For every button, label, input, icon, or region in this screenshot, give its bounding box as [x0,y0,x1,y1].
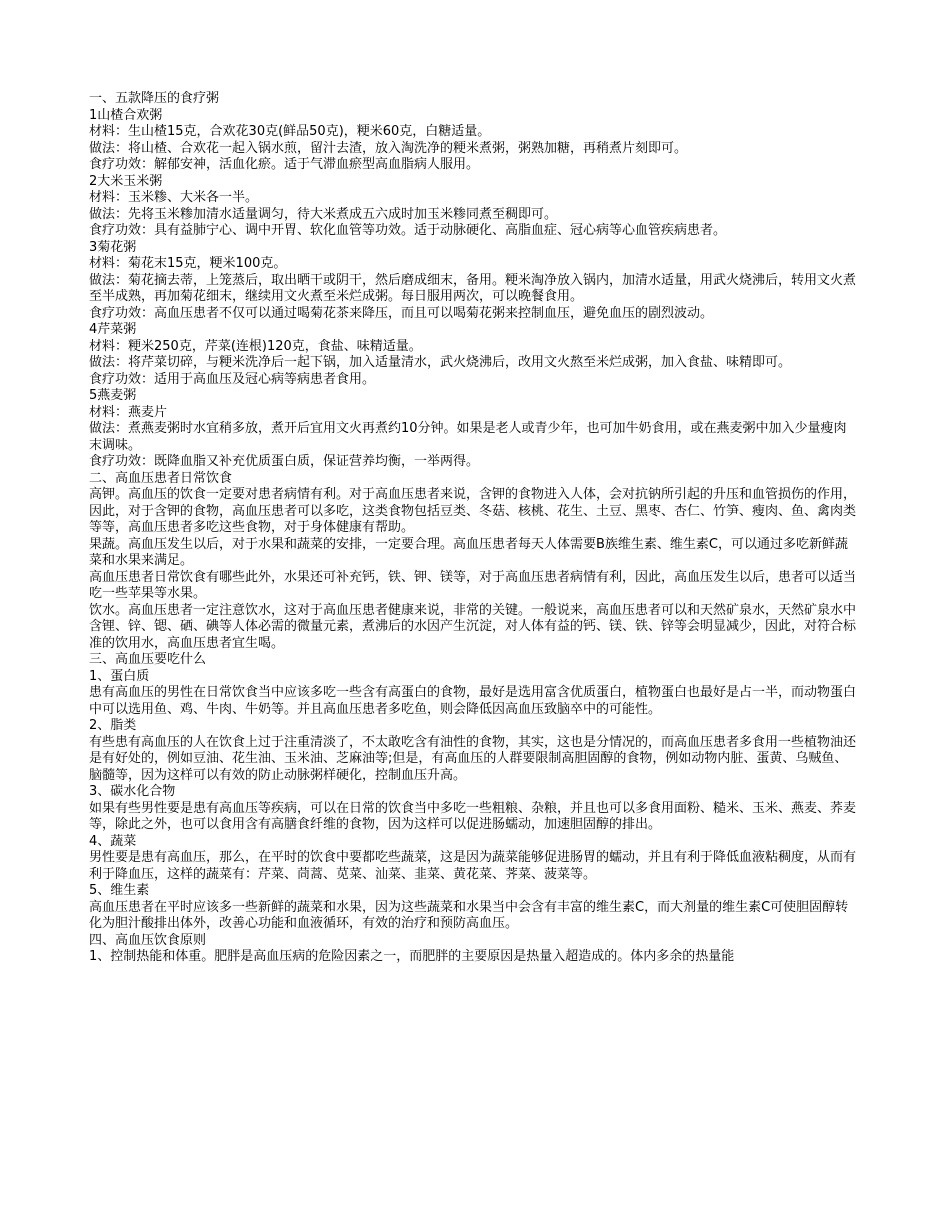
paragraph: 食疗功效：高血压患者不仅可以通过喝菊花茶来降压，而且可以喝菊花粥来控制血压，避免血压的剧烈波动。 [89,305,714,321]
paragraph: 做法：将芹菜切碎，与粳米洗净后一起下锅，加入适量清水，武火烧沸后，改用文火熬至米烂成粥，加入食盐、味精即可。 [89,355,792,370]
paragraph: 食疗功效：解郁安神，活血化瘀。适于气滞血瘀型高血脂病人服用。 [89,157,480,172]
paragraph: 高钾。高血压的饮食一定要对患者病情有利。对于高血压患者来说，含钾的食物进入人体，会对抗钠所引起的升压和血管损伤的作用，因此，对于含钾的食物，高血压患者可以多吃，这类食物包括豆类、冬菇、核桃、花生、土豆、黑枣、杏仁、竹笋、瘦肉、鱼、禽肉类等等，高血压患者多吃这些食物，对于身体健康有帮助。 [89,487,857,535]
section-heading: 四、高血压饮食原则 [89,932,207,948]
recipe-title: 5燕麦粥 [89,388,137,403]
paragraph: 饮水。高血压患者一定注意饮水，这对于高血压患者健康来说，非常的关键。一般说来，高血压患者可以和天然矿泉水，天然矿泉水中含锂、锌、锶、硒、碘等人体必需的微量元素，煮沸后的水因产生沉淀，对人体有益的钙、镁、铁、锌等会明显减少，因此，对符合标准的饮用水，高血压患者宜生喝。 [89,602,857,651]
paragraph: 材料：粳米250克，芹菜(连根)120克，食盐、味精适量。 [89,338,422,354]
subsection-heading: 2、脂类 [89,718,137,733]
paragraph: 食疗功效：既降血脂又补充优质蛋白质，保证营养均衡，一举两得。 [89,454,480,469]
paragraph: 做法：菊花摘去蒂，上笼蒸后，取出晒干或阴干，然后磨成细末，备用。粳米淘净放入锅内，加清水适量，用武火烧沸后，转用文火煮至半成熟，再加菊花细末，继续用文火煮至米烂成粥。每日服用两次，可以晚餐食用。 [89,272,857,304]
paragraph: 材料：菊花末15克，粳米100克。 [89,256,287,271]
subsection-heading: 5、维生素 [89,883,150,898]
subsection-heading: 4、蔬菜 [89,833,137,849]
paragraph: 高血压患者在平时应该多一些新鲜的蔬菜和水果，因为这些蔬菜和水果当中会含有丰富的维生素C，而大剂量的维生素C可使胆固醇转化为胆汁酸排出体外，改善心功能和血液循环，有效的治疗和预防高血压。 [89,899,849,931]
paragraph: 男性要是患有高血压，那么，在平时的饮食中要都吃些蔬菜，这是因为蔬菜能够促进肠胃的蠕动，并且有利于降低血液粘稠度，从而有利于降血压，这样的蔬菜有：芹菜、茼蒿、苋菜、汕菜、韭菜、黄花菜、荠菜、菠菜等。 [89,850,857,882]
paragraph: 食疗功效：适用于高血压及冠心病等病患者食用。 [89,371,376,387]
paragraph: 果蔬。高血压发生以后，对于水果和蔬菜的安排，一定要合理。高血压患者每天人体需要B族维生素、维生素C，可以通过多吃新鲜蔬菜和水果来满足。 [89,536,848,568]
recipe-title: 3菊花粥 [89,239,137,255]
section-heading: 一、五款降压的食疗粥 [89,91,220,106]
paragraph: 患有高血压的男性在日常饮食当中应该多吃一些含有高蛋白的食物，最好是选用富含优质蛋白，植物蛋白也最好是占一半，而动物蛋白中可以选用鱼、鸡、牛肉、牛奶等。并且高血压患者多吃鱼，则会降低因高血压致脑卒中的可能性。 [89,685,857,717]
section-heading: 三、高血压要吃什么 [89,652,207,667]
paragraph: 材料：燕麦片 [89,404,168,420]
paragraph: 做法：将山楂、合欢花一起入锅水煎，留汁去渣，放入淘洗净的粳米煮粥，粥熟加糖，再稍煮片刻即可。 [89,140,688,156]
paragraph: 做法：先将玉米糁加清水适量调匀，待大米煮成五六成时加玉米糁同煮至稠即可。 [89,206,558,222]
paragraph: 如果有些男性要是患有高血压等疾病，可以在日常的饮食当中多吃一些粗粮、杂粮，并且也可以多食用面粉、糙米、玉米、燕麦、荞麦等，除此之外，也可以食用含有高膳食纤维的食物，因为这样可以促进肠蠕动，加速胆固醇的排出。 [89,800,857,832]
paragraph: 材料：生山楂15克，合欢花30克(鲜品50克)，粳米60克，白糖适量。 [89,124,491,139]
subsection-heading: 1、蛋白质 [89,668,150,684]
recipe-title: 1山楂合欢粥 [89,107,163,123]
paragraph: 高血压患者日常饮食有哪些此外，水果还可补充钙，铁、钾、镁等，对于高血压患者病情有利，因此，高血压发生以后，患者可以适当吃一些苹果等水果。 [89,569,857,601]
paragraph: 有些患有高血压的人在饮食上过于注重清淡了，不太敢吃含有油性的食物，其实，这也是分情况的，而高血压患者多食用一些植物油还是有好处的，例如豆油、花生油、玉米油、芝麻油等;但是，有高血压的人群要限制高胆固醇的食物，例如动物内脏、蛋黄、乌贼鱼、脑髓等，因为这样可以有效的防止动脉粥样硬化，控制血压升高。 [89,734,857,783]
subsection-heading: 3、碳水化合物 [89,784,176,799]
paragraph: 1、控制热能和体重。肥胖是高血压病的危险因素之一，而肥胖的主要原因是热量入超造成的。体内多余的热量能 [89,949,735,964]
paragraph: 做法：煮燕麦粥时水宜稍多放，煮开后宜用文火再煮约10分钟。如果是老人或青少年，也可加牛奶食用，或在燕麦粥中加入少量瘦肉末调味。 [89,421,847,453]
section-heading: 二、高血压患者日常饮食 [89,470,233,486]
document-body [89,91,859,966]
recipe-title: 2大米玉米粥 [89,173,163,189]
recipe-title: 4芹菜粥 [89,322,137,337]
paragraph: 材料：玉米糁、大米各一半。 [89,190,259,205]
paragraph: 食疗功效：具有益肺宁心、调中开胃、软化血管等功效。适于动脉硬化、高脂血症、冠心病等心血管疾病患者。 [89,223,727,238]
